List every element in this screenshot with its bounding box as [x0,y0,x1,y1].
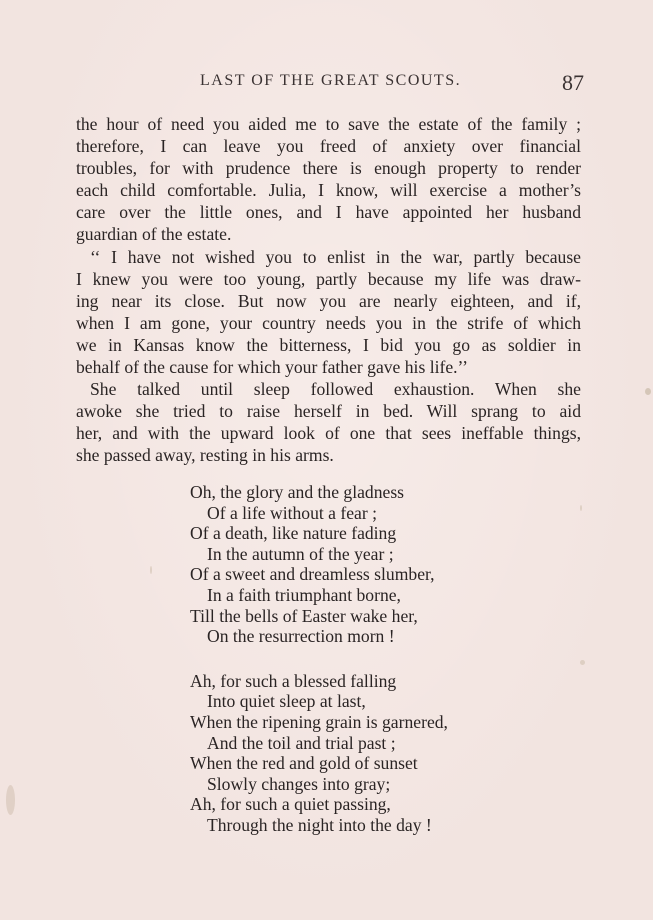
poem-line: When the ripening grain is garnered, [190,711,448,732]
poem-line: And the toil and trial past ; [207,732,396,753]
prose-line: troubles, for with prudence there is enough property to render [76,158,581,179]
prose-body [76,113,581,467]
prose-line: guardian of the estate. [76,224,232,245]
poem-line: When the red and gold of sunset [190,753,418,774]
poem-line: Of a life without a fear ; [207,502,378,523]
prose-line: ‘‘ I have not wished you to enlist in the war, partly because [90,246,581,267]
page-header [0,72,653,96]
poem-line: Oh, the glory and the gladness [190,482,405,502]
poem-line: Through the night into the day ! [207,814,432,835]
poem-line: On the resurrection morn ! [207,626,395,647]
prose-line: we in Kansas know the bitterness, I bid you go as soldier in [76,334,581,355]
poem-line: Into quiet sleep at last, [207,691,366,712]
prose-line: the hour of need you aided me to save the estate of the family ; [76,114,581,134]
page-number: 87 [562,70,584,95]
poem-stanza-2 [190,671,510,836]
poem-line: Slowly changes into gray; [207,773,391,794]
poem [190,482,510,860]
paper-speck [645,388,651,395]
paper-speck [580,660,585,665]
paper-speck [6,785,15,815]
prose-line: She talked until sleep followed exhaustion. When she [90,379,581,400]
prose-line: awoke she tried to raise herself in bed. Will sprang to aid [76,401,581,422]
poem-line: Ah, for such a quiet passing, [190,794,391,815]
running-title: LAST OF THE GREAT SCOUTS. [200,72,462,89]
prose-line: ing near its close. But now you are nearly eighteen, and if, [76,290,581,311]
prose-line: I knew you were too young, partly because my life was draw- [76,268,581,289]
prose-line: when I am gone, your country needs you in the strife of which [76,312,581,333]
paper-speck [580,505,582,511]
prose-line: therefore, I can leave you freed of anxiety over financial [76,136,581,157]
paper-speck [150,566,152,574]
poem-line: In the autumn of the year ; [207,543,394,564]
prose-line: her, and with the upward look of one that sees ineffable things, [76,423,581,444]
poem-line: Till the bells of Easter wake her, [190,605,418,626]
poem-line: In a faith triumphant borne, [207,584,401,605]
prose-line: each child comfortable. Julia, I know, will exercise a mother’s [76,180,581,201]
prose-line: she passed away, resting in his arms. [76,445,334,466]
poem-line: Of a death, like nature fading [190,523,397,544]
prose-line: care over the little ones, and I have appointed her husband [76,202,581,223]
poem-line: Of a sweet and dreamless slumber, [190,564,435,585]
poem-stanza-1 [190,482,510,647]
poem-line: Ah, for such a blessed falling [190,670,397,691]
prose-line: behalf of the cause for which your father gave his life.’’ [76,357,468,378]
